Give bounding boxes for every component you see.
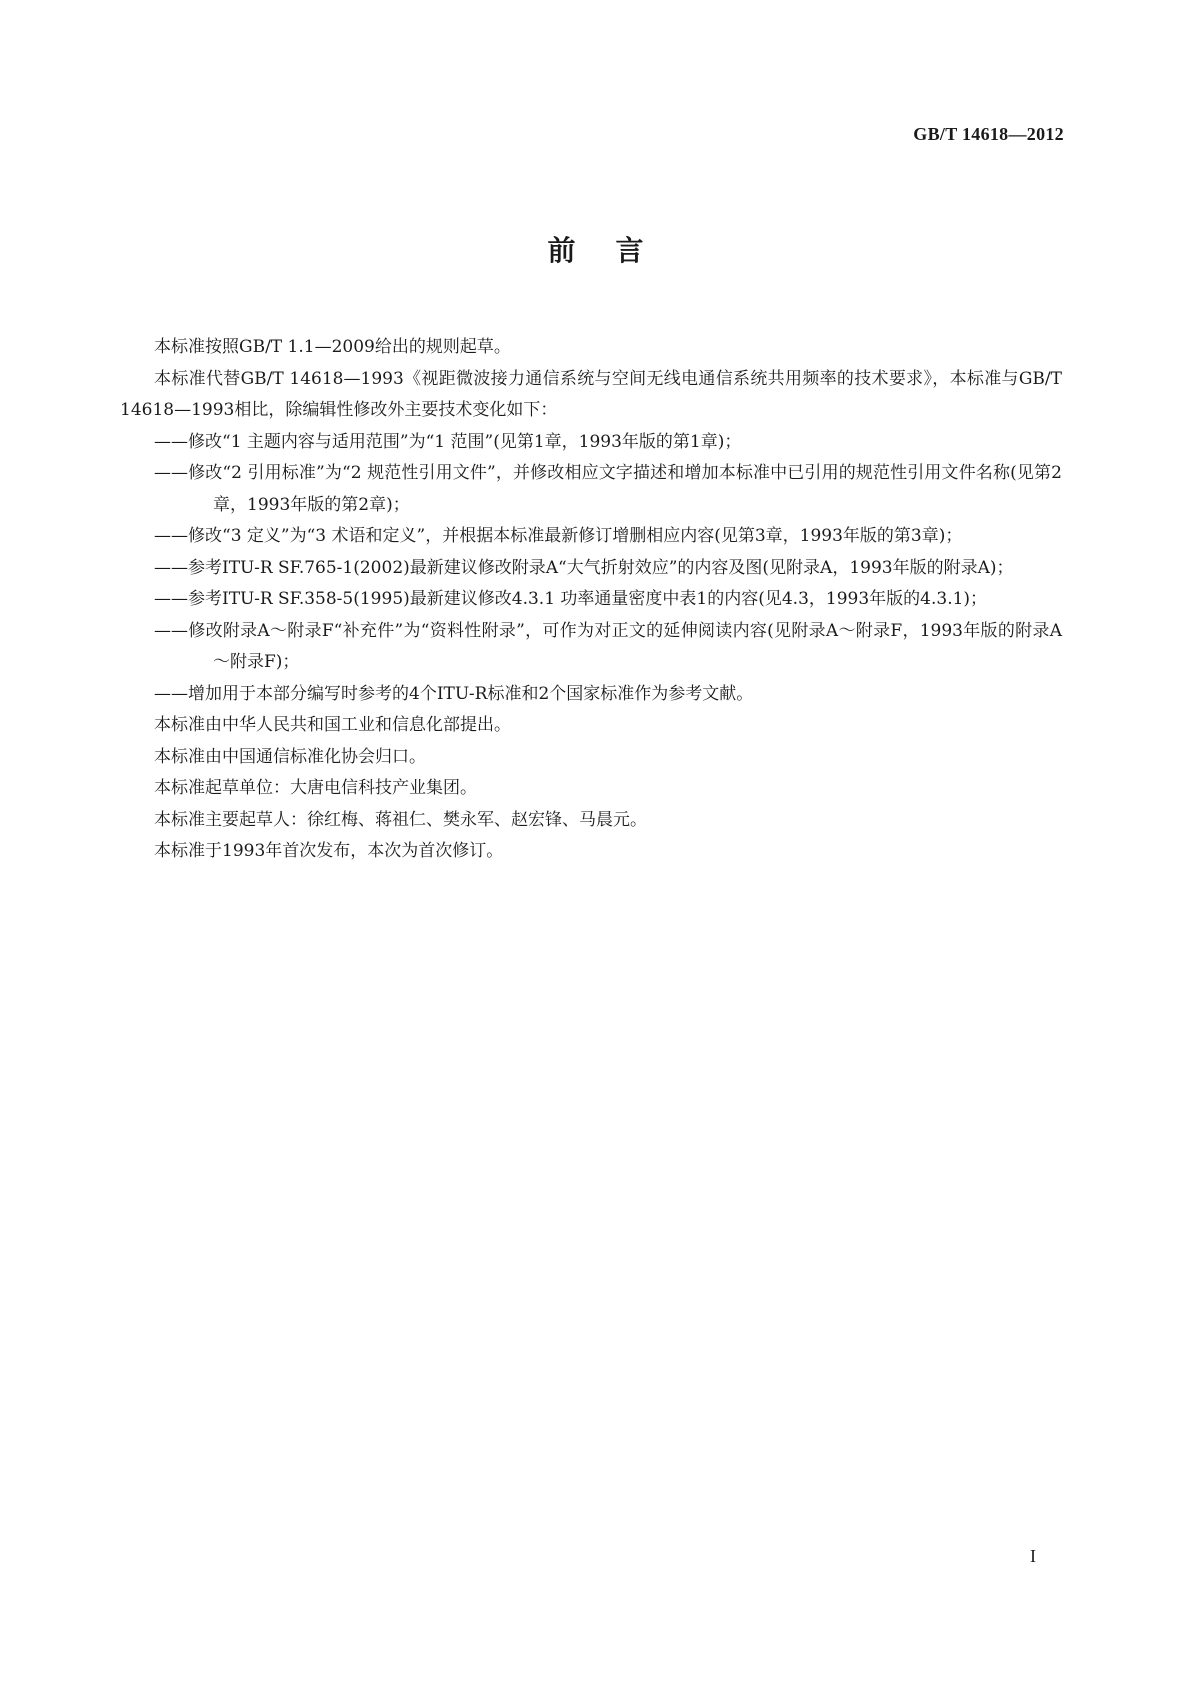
document-body: [120, 332, 1062, 868]
change-item-definitions: ——修改“3 定义”为“3 术语和定义”，并根据本标准最新修订增删相应内容(见第3章，1993年版的第3章)；: [154, 526, 963, 546]
proposer-paragraph: 本标准由中华人民共和国工业和信息化部提出。: [154, 715, 511, 735]
drafting-rules-paragraph: 本标准按照GB/T 1.1—2009给出的规则起草。: [154, 337, 511, 357]
drafting-organization-paragraph: 本标准起草单位：大唐电信科技产业集团。: [154, 778, 477, 798]
change-item-annex-a: ——参考ITU-R SF.765-1(2002)最新建议修改附录A“大气折射效应”的内容及图(见附录A，1993年版的附录A)；: [154, 557, 1014, 578]
page-title: 前言: [547, 234, 684, 267]
page-number: I: [1030, 1546, 1036, 1566]
change-item-table-1: ——参考ITU-R SF.358-5(1995)最新建议修改4.3.1 功率通量密度中表1的内容(见4.3，1993年版的4.3.1)；: [154, 589, 988, 609]
change-item-annexes: ——修改附录A～附录F“补充件”为“资料性附录”，可作为对正文的延伸阅读内容(见附录A～附录F，1993年版的附录A～附录F)；: [154, 620, 1062, 672]
change-item-scope: ——修改“1 主题内容与适用范围”为“1 范围”(见第1章，1993年版的第1章)；: [154, 431, 742, 452]
replacement-paragraph: 本标准代替GB/T 14618—1993《视距微波接力通信系统与空间无线电通信系统共用频率的技术要求》，本标准与GB/T 14618—1993相比，除编辑性修改外主要技术变化如下：: [120, 368, 1062, 420]
drafters-paragraph: 本标准主要起草人：徐红梅、蒋祖仁、樊永军、赵宏锋、马晨元。: [154, 809, 647, 830]
technical-committee-paragraph: 本标准由中国通信标准化协会归口。: [154, 746, 426, 767]
change-item-references: ——修改“2 引用标准”为“2 规范性引用文件”，并修改相应文字描述和增加本标准中已引用的规范性引用文件名称(见第2章，1993年版的第2章)；: [154, 463, 1062, 515]
publication-history-paragraph: 本标准于1993年首次发布，本次为首次修订。: [154, 841, 504, 861]
standard-number: GB/T 14618—2012: [913, 124, 1064, 144]
change-item-bibliography: ——增加用于本部分编写时参考的4个ITU-R标准和2个国家标准作为参考文献。: [154, 683, 754, 704]
